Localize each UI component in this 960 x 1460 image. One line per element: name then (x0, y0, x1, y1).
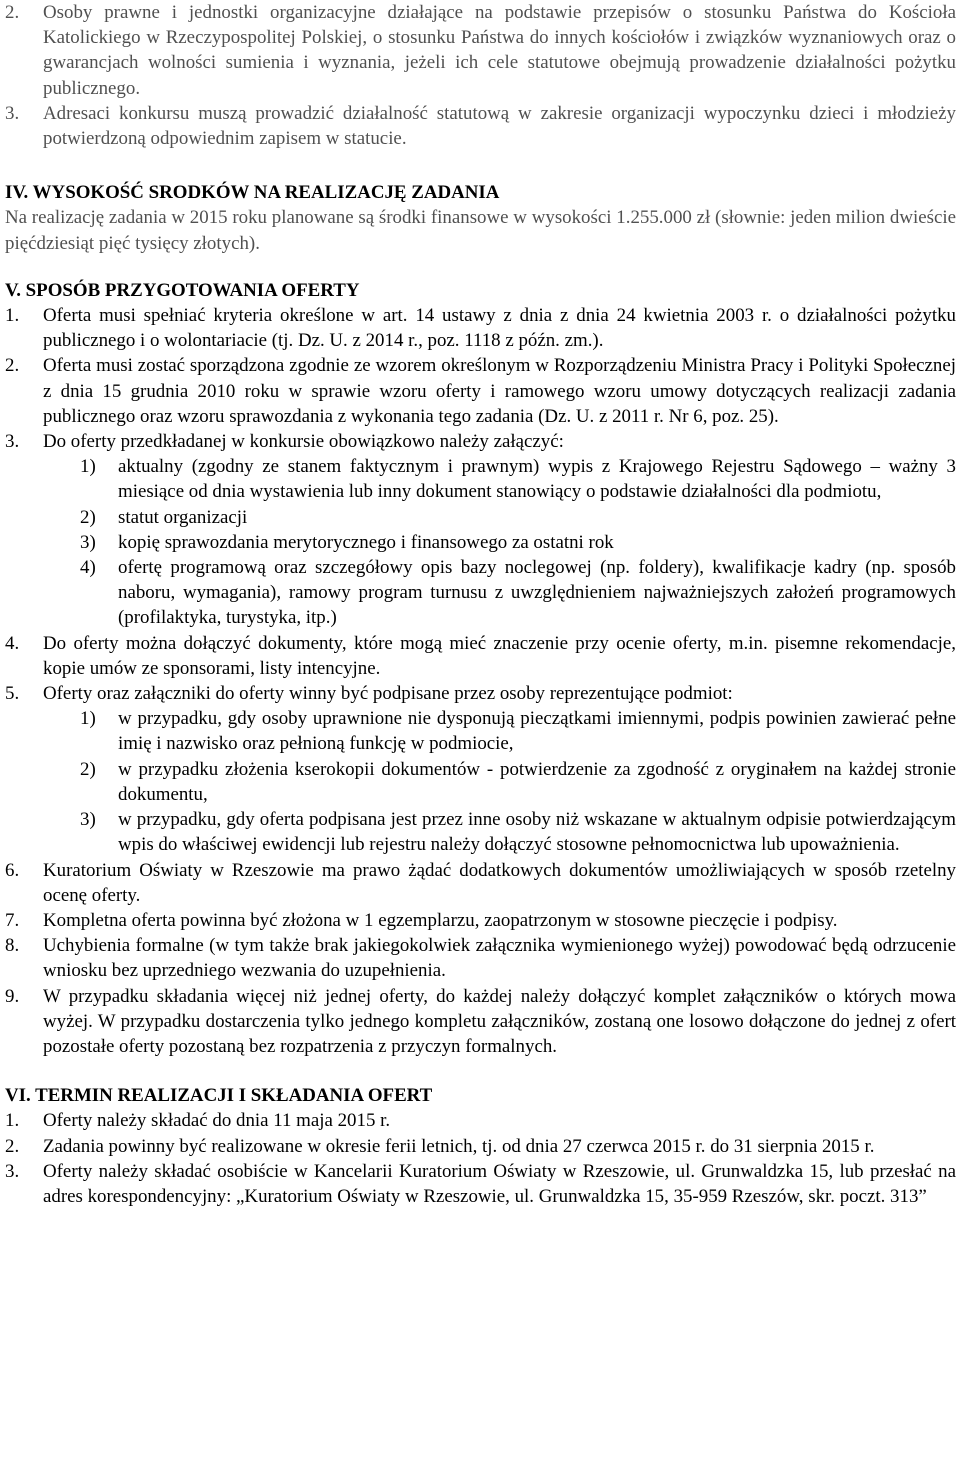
list-item (5, 1159, 956, 1209)
list-text: Adresaci konkursu muszą prowadzić działalność statutową w zakresie organizacji wypoczynku dzieci i młodzieży potwierdzoną odpowiednim zapisem w statucie. (43, 102, 956, 150)
list-number: 2. (5, 355, 20, 377)
spacer (5, 151, 956, 176)
section-heading-v: V. SPOSÓB PRZYGOTOWANIA OFERTY (5, 279, 360, 301)
list-text: Do oferty przedkładanej w konkursie obowiązkowo należy załączyć: (43, 431, 564, 453)
list-number: 5. (5, 683, 20, 705)
sub-list-number: 2) (80, 758, 96, 780)
list-item (5, 681, 956, 706)
section-iv-text: Na realizację zadania w 2015 roku planowane są środki finansowe w wysokości 1.255.000 zł (słownie: jeden milion dwieście pięćdziesiąt pięć tysięcy złotych). (5, 207, 956, 254)
sub-list-item (5, 706, 956, 756)
sub-list-item (5, 807, 956, 857)
sub-list-number: 3) (80, 809, 96, 831)
list-item (5, 1134, 956, 1159)
list-text: Uchybienia formalne (w tym także brak jakiegokolwiek załącznika wymienionego wyżej) powodować będą odrzucenie wniosku bez uprzedniego wezwania do uzupełnienia. (43, 935, 956, 982)
list-number: 2. (5, 1135, 20, 1157)
sub-list-item (5, 530, 956, 555)
section-heading-vi: VI. TERMIN REALIZACJI I SKŁADANIA OFERT (5, 1085, 433, 1107)
list-number: 1. (5, 1110, 20, 1132)
sub-list-item (5, 454, 956, 504)
list-text: Kuratorium Oświaty w Rzeszowie ma prawo żądać dodatkowych dokumentów umożliwiających w sposób rzetelny ocenę oferty. (43, 859, 956, 906)
list-text: Oferty należy składać osobiście w Kancelarii Kuratorium Oświaty w Rzeszowie, ul. Grunwaldzka 15, lub przesłać na adres korespondencyjny: „Kuratorium Oświaty w Rzeszowie, ul. Grunwaldzka 15, 35-959 Rzeszów, skr. poczt. 313” (43, 1160, 956, 1207)
sub-list-text: w przypadku, gdy osoby uprawnione nie dysponują pieczątkami imiennymi, podpis powinien zawierać pełne imię i nazwisko oraz pełnioną funkcję w podmiocie, (118, 708, 956, 755)
list-number: 3. (5, 1160, 20, 1182)
sub-list-number: 1) (80, 456, 96, 478)
list-number: 6. (5, 859, 20, 881)
list-text: Oferty należy składać do dnia 11 maja 2015 r. (43, 1110, 391, 1132)
list-item (5, 101, 956, 151)
list-number: 2. (5, 2, 20, 23)
list-item (5, 429, 956, 454)
list-number: 1. (5, 305, 20, 327)
sub-list-number: 4) (80, 557, 96, 579)
sub-list-item (5, 505, 956, 530)
sub-list-number: 1) (80, 708, 96, 730)
list-item (5, 0, 956, 101)
section-heading-iv: IV. WYSOKOŚĆ SRODKÓW NA REALIZACJĘ ZADANIA (5, 182, 500, 204)
sub-list-text: statut organizacji (118, 506, 248, 528)
sub-list-item (5, 757, 956, 807)
list-item (5, 908, 956, 933)
sub-list-number: 2) (80, 506, 96, 528)
sub-list-item (5, 555, 956, 631)
list-item (5, 933, 956, 983)
spacer (5, 1059, 956, 1083)
sub-list-text: ofertę programową oraz szczegółowy opis bazy noclegowej (np. foldery), kwalifikacje kadry (np. sposób naboru, wymagania), ramowy program turnusu z uwzględnieniem najważniejszych założeń programowych (profilaktyka, turystyka, itp.) (118, 557, 956, 629)
list-text: Zadania powinny być realizowane w okresie ferii letnich, tj. od dnia 27 czerwca 2015 r. do 31 sierpnia 2015 r. (43, 1135, 875, 1157)
list-text: Do oferty można dołączyć dokumenty, które mogą mieć znaczenie przy ocenie oferty, m.in. pisemne rekomendacje, kopie umów ze sponsorami, listy intencyjne. (43, 632, 956, 679)
list-number: 8. (5, 935, 20, 957)
list-item (5, 1108, 956, 1133)
list-number: 4. (5, 632, 20, 654)
list-item (5, 303, 956, 353)
list-text: W przypadku składania więcej niż jednej oferty, do każdej należy dołączyć komplet załączników o których mowa wyżej. W przypadku dostarczenia tylko jednego kompletu załączników, zostaną one losowo dołączone do jednej z ofert pozostałe oferty pozostaną bez rozpatrzenia z przyczyn formalnych. (43, 985, 956, 1057)
sub-list-text: w przypadku, gdy oferta podpisana jest przez inne osoby niż wskazane w aktualnym odpisie potwierdzającym wpis do właściwej ewidencji lub rejestru należy dołączyć stosowne pełnomocnictwa lub upoważnienia. (118, 809, 956, 856)
list-item (5, 353, 956, 429)
list-text: Oferty oraz załączniki do oferty winny być podpisane przez osoby reprezentujące podmiot: (43, 683, 733, 705)
list-number: 3. (5, 102, 20, 124)
list-text: Kompletna oferta powinna być złożona w 1 egzemplarzu, zaopatrzonym w stosowne pieczęcie i podpisy. (43, 909, 838, 931)
list-text: Osoby prawne i jednostki organizacyjne działające na podstawie przepisów o stosunku Państwa do Kościoła Katolickiego w Rzeczypospolitej Polskiej, o stosunku Państwa do innych kościołów i związków wyznaniowych oraz o gwarancjach wolności sumienia i wyznania, jeżeli ich cele statutowe obejmują prowadzenie działalności pożytku publicznego. (43, 2, 956, 99)
sub-list-number: 3) (80, 531, 96, 553)
sub-list-text: kopię sprawozdania merytorycznego i finansowego za ostatni rok (118, 531, 614, 553)
list-item (5, 858, 956, 908)
list-text: Oferta musi zostać sporządzona zgodnie ze wzorem określonym w Rozporządzeniu Ministra Pracy i Polityki Społecznej z dnia 15 grudnia 2010 roku w sprawie wzoru oferty i ramowego wzoru umowy dotyczących realizacji zadania publicznego oraz wzoru sprawozdania z wykonania tego zadania (Dz. U. z 2011 r. Nr 6, poz. 25). (43, 355, 956, 427)
sub-list-text: aktualny (zgodny ze stanem faktycznym i prawnym) wypis z Krajowego Rejestru Sądowego – ważny 3 miesiące od dnia wystawienia lub inny dokument stanowiący o podstawie działalności dla podmiotu, (118, 456, 956, 503)
list-number: 7. (5, 909, 20, 931)
list-text: Oferta musi spełniać kryteria określone w art. 14 ustawy z dnia z dnia 24 kwietnia 2003 r. o działalności pożytku publicznego i o wolontariacie (tj. Dz. U. z 2014 r., poz. 1118 z późn. zm.). (43, 305, 956, 352)
spacer (5, 256, 956, 278)
list-number: 9. (5, 985, 20, 1007)
list-item (5, 631, 956, 681)
list-number: 3. (5, 431, 20, 453)
list-item (5, 984, 956, 1060)
sub-list-text: w przypadku złożenia kserokopii dokumentów - potwierdzenie za zgodność z oryginałem na każdej stronie dokumentu, (118, 758, 956, 805)
